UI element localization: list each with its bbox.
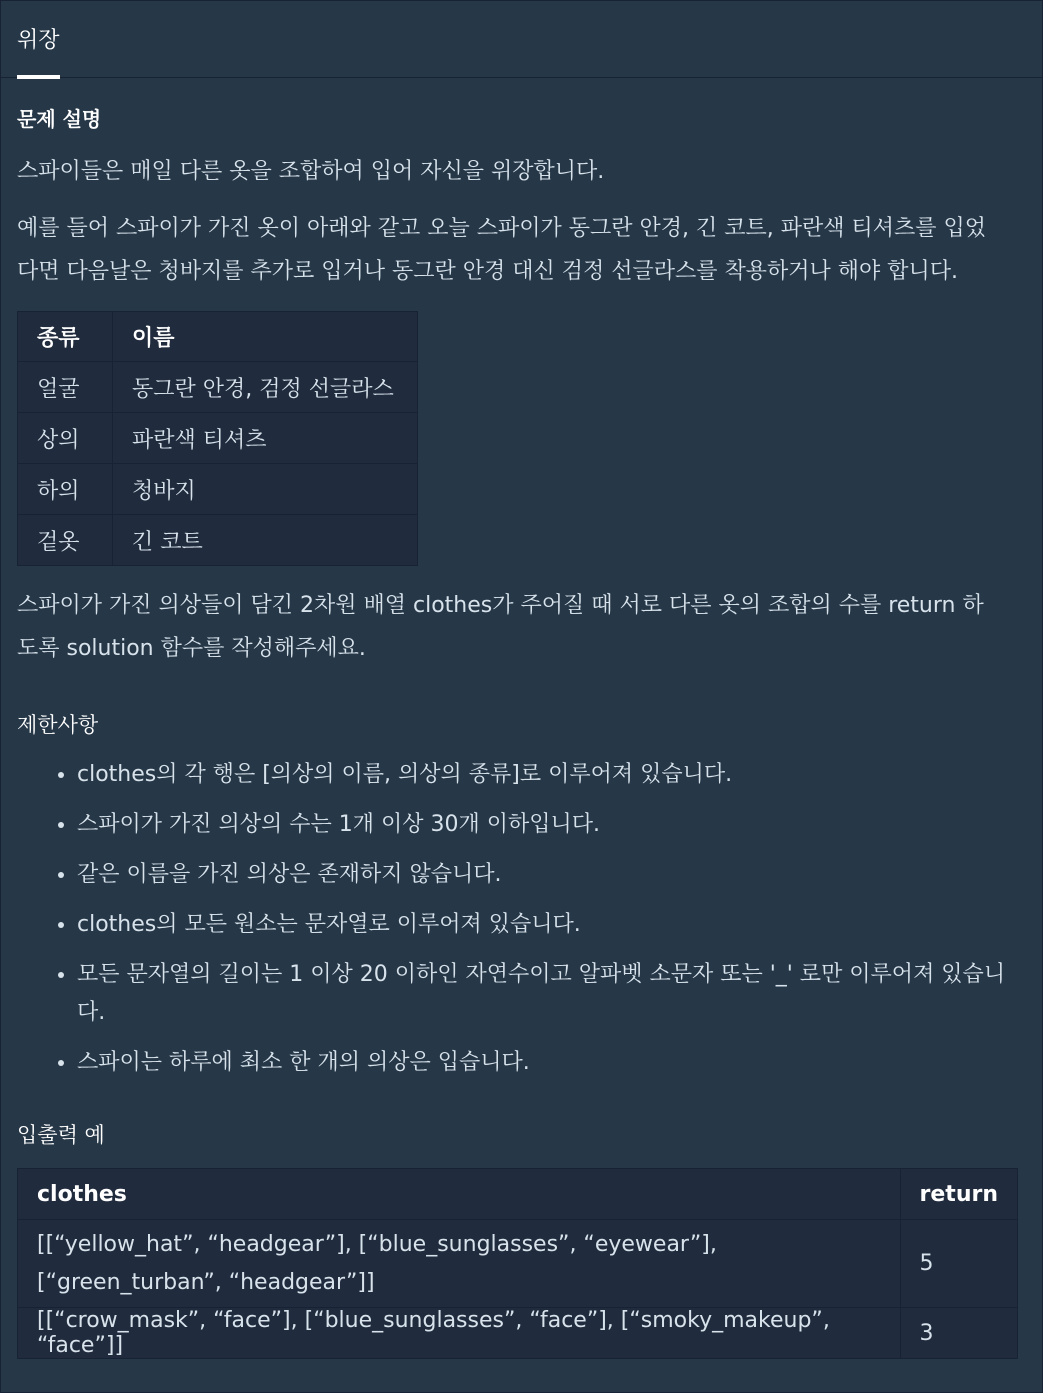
table-cell: 동그란 안경, 검정 선글라스 [113, 362, 418, 413]
description-para-2-line-2: 다면 다음날은 청바지를 추가로 입거나 동그란 안경 대신 검정 선글라스를 착용하거나 해야 합니다. [17, 259, 958, 284]
table-row [18, 464, 418, 515]
table-header: return [900, 1169, 1017, 1220]
table-cell: [[“yellow_hat”, “headgear”], [“blue_sunglasses”, “eyewear”], [“green_turban”, “headgear”]] [18, 1220, 901, 1308]
tab-bar [1, 1, 1042, 78]
table-cell: 하의 [18, 464, 113, 515]
table-row [18, 1220, 1018, 1308]
table-cell: 겉옷 [18, 515, 113, 566]
constraints-list [17, 756, 1026, 1082]
examples-table [17, 1168, 1018, 1359]
table-header: 이름 [113, 312, 418, 362]
table-cell: 상의 [18, 413, 113, 464]
description-para-3 [17, 584, 1026, 670]
table-cell: 3 [900, 1308, 1017, 1359]
list-item: • clothes의 각 행은 [의상의 이름, 의상의 종류]로 이루어져 있습니다. [77, 756, 1026, 794]
table-header: 종류 [18, 312, 113, 362]
constraints-heading: 제한사항 [17, 713, 99, 737]
table-row [18, 413, 418, 464]
list-item: • 같은 이름을 가진 의상은 존재하지 않습니다. [77, 856, 1026, 894]
list-item: • 스파이가 가진 의상의 수는 1개 이상 30개 이하입니다. [77, 806, 1026, 844]
problem-content [1, 104, 1042, 1359]
tab-problem[interactable]: 위장 [17, 23, 60, 79]
clothes-type-table [17, 311, 418, 566]
table-cell: 긴 코트 [113, 515, 418, 566]
table-cell: 얼굴 [18, 362, 113, 413]
table-cell: 파란색 티셔츠 [113, 413, 418, 464]
table-row [18, 362, 418, 413]
table-cell: 청바지 [113, 464, 418, 515]
table-cell: [[“crow_mask”, “face”], [“blue_sunglasses”, “face”], [“smoky_makeup”, “face”]] [18, 1308, 901, 1359]
table-row [18, 1308, 1018, 1359]
description-heading: 문제 설명 [17, 107, 102, 131]
table-row [18, 515, 418, 566]
description-para-2 [17, 207, 1026, 293]
description-para-2-line-1: 예를 들어 스파이가 가진 옷이 아래와 같고 오늘 스파이가 동그란 안경, 긴 코트, 파란색 티셔츠를 입었 [17, 216, 986, 241]
table-header-row [18, 1169, 1018, 1220]
description-para-1: 스파이들은 매일 다른 옷을 조합하여 입어 자신을 위장합니다. [17, 159, 605, 184]
description-para-3-line-1: 스파이가 가진 의상들이 담긴 2차원 배열 clothes가 주어질 때 서로 다른 옷의 조합의 수를 return 하 [17, 593, 984, 618]
list-item: • 모든 문자열의 길이는 1 이상 20 이하인 자연수이고 알파벳 소문자 또는 '_' 로만 이루어져 있습니다. [77, 956, 1026, 1032]
description-para-3-line-2: 도록 solution 함수를 작성해주세요. [17, 636, 366, 661]
table-header-row [18, 312, 418, 362]
list-item: • 스파이는 하루에 최소 한 개의 의상은 입습니다. [77, 1044, 1026, 1082]
examples-heading: 입출력 예 [17, 1123, 105, 1147]
table-header: clothes [18, 1169, 901, 1220]
table-cell: 5 [900, 1220, 1017, 1308]
list-item: • clothes의 모든 원소는 문자열로 이루어져 있습니다. [77, 906, 1026, 944]
